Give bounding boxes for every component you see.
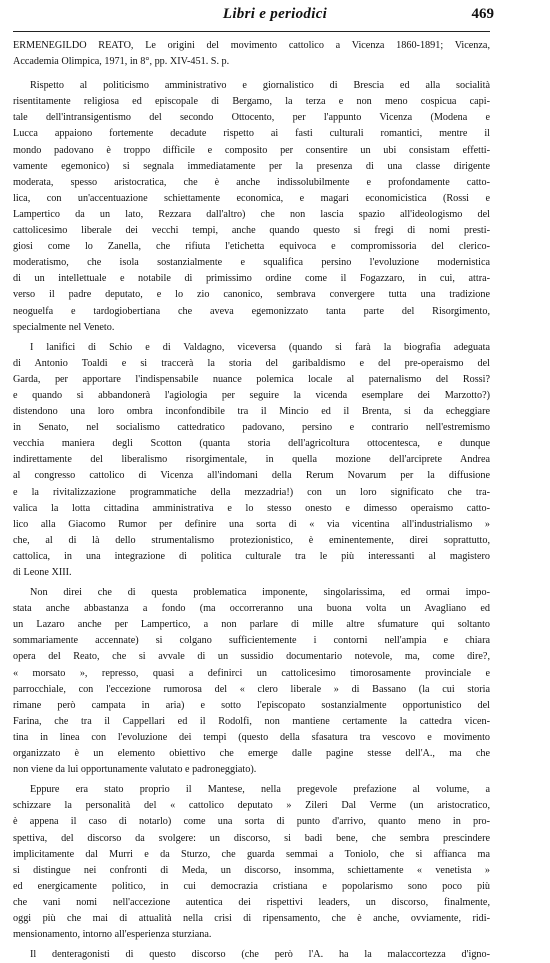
running-header xyxy=(0,6,550,26)
body-text-line: distendono una loro ombra inconfondibile tra il Mincio ed il Brenta, si da echeggiare xyxy=(13,406,490,418)
body-text-line: rimane però campata in aria) e sotto l'episcopato sostanzialmente opportunistico del xyxy=(13,699,490,711)
body-text-line: si distingue nei confronti di Meda, un discorso, insomma, schiettamente « venetista » xyxy=(13,864,490,876)
body-text-line: parrocchiale, con l'eccezione rumorosa del « clero liberale » di Bassano (la cui storia xyxy=(13,683,490,695)
citation-line: Accademia Olimpica, 1971, in 8°, pp. XIV-451. S. p. xyxy=(13,56,230,68)
body-text-line: Non direi che di questa problematica imponente, singolarissima, ed ormai impo- xyxy=(30,587,490,599)
body-text-line: opera del Reato, che si avvale di un sussidio documentario notevole, ma, come dire?, xyxy=(13,651,490,663)
body-text-line: risentitamente religiosa ed episcopale di Bergamo, la terza e non meno cospicua capi- xyxy=(13,96,490,108)
body-text-line: verso il padre deputato, e lo zio canonico, sembrava convergere tutta una tradizione xyxy=(13,289,490,301)
body-text-line: lico alla Giacomo Rumor per definire una sorta di « via vicentina all'industrialismo » xyxy=(13,518,490,530)
citation-line: ERMENEGILDO REATO, Le origini del movimento cattolico a Vicenza 1860-1891; Vicenza, xyxy=(13,40,490,51)
review-body xyxy=(13,38,490,963)
body-text-line: implicitamente dal Murri e da Sturzo, che guarda semmai a Toniolo, che si affianca ma xyxy=(13,848,490,860)
body-text-line: spettiva, del discorso da svolgere: un discorso, si badi bene, che sembra prescindere xyxy=(13,832,490,844)
body-text-line: indirettamente del liberalismo risorgimentale, in quella mozione dell'arciprete Andrea xyxy=(13,454,490,466)
body-text-line: Eppure era stato proprio il Mantese, nella pregevole prefazione al volume, a xyxy=(30,784,490,796)
body-text-line: I lanifici di Schio e di Valdagno, viceversa (quando si farà la biografia adeguata xyxy=(30,341,490,353)
body-text-line: Garda, per apportare l'indispensabile nuance polemica locale al paternalismo del Rossi? xyxy=(13,373,490,385)
body-text-line: al congresso cattolico di Vicenza all'indomani della Rerum Novarum per la diffusione xyxy=(13,470,490,482)
body-text-line: tale dell'intransigentismo del secondo Ottocento, per l'appunto Vicenza (Modena e xyxy=(13,112,490,124)
body-text-line: vamente egemonico) si segnala immediatamente per la presenza di una classe dirigente xyxy=(13,160,490,172)
body-text-line: che vani nomi nell'accezione autentica dei rispettivi leaders, un discorso, finalmente, xyxy=(13,896,490,908)
body-text-line: mondo padovano è troppo difficile e composito per consentire un ubi consistam effetti- xyxy=(13,144,490,156)
body-text-line: non viene da lui opportunamente valutato e padroneggiato). xyxy=(13,764,257,776)
body-text-line: oggi più che mai di attualità nella crisi di ripensamento, che è anche, ovviamente, ridi- xyxy=(13,912,490,924)
body-text-line: « morsato », represso, quasi a definirci un cattolicesimo timorosamente provinciale e xyxy=(13,667,490,679)
body-text-line: valica la lotta cittadina amministrativa e lo stesso onesto e dimesso operaismo catto- xyxy=(13,502,490,514)
body-text-line: mensionamento, intorno all'esperienza sturziana. xyxy=(13,929,212,941)
body-text-line: Il denteragonisti di questo discorso (che però l'A. ha la malaccortezza d'igno- xyxy=(30,949,490,961)
body-text-line: Farina, che tra il Cappellari ed il Rodolfi, non mantiene certamente la cattedra vicen- xyxy=(13,715,490,727)
body-text-line: e quando si abbandonerà l'agiologia per seguire la vicenda esemplare dei Marzotto?) xyxy=(13,389,490,401)
body-text-line: cattolicesimo liberale dei vecchi tempi, anche quando questo si fregi di nomi presti- xyxy=(13,225,490,237)
body-text-line: un Lazaro anche per Lampertico, a non parlare di mille altre sfumature qui soltanto xyxy=(13,619,490,631)
page-number: 469 xyxy=(471,6,494,22)
body-text-line: giosi come lo Zanella, che rifiuta l'etichetta equivoca e compromissoria del clerico- xyxy=(13,241,490,253)
body-text-line: stata anche abbastanza a fondo (ma occorreranno una buona volta un Avagliano ed xyxy=(13,603,490,615)
body-text-line: Lampertico da un lato, Rezzara dall'altro) che non lascia spazio all'ideologismo del xyxy=(13,208,490,220)
body-text-line: tina in linea con l'evoluzione dei tempi (questo della sfasatura tra vescovo e movimento xyxy=(13,731,490,743)
body-text-line: moderata, spesso aristocratica, che è anche indissolubilmente e profondamente catto- xyxy=(13,176,490,188)
body-text-line: di un intellettuale e notabile di primissimo ordine come il Fogazzaro, in cui, attra- xyxy=(13,273,490,285)
body-text-line: neoguelfa e tardogiobertiana che aveva egemonizzato tanta parte del Risorgimento, xyxy=(13,305,490,317)
running-title: Libri e periodici xyxy=(222,6,328,22)
body-text-line: di Antonio Toaldi e si traccerà la storia del garibaldismo e del pre-operaismo del xyxy=(13,357,490,369)
body-text-line: in Senato, nel socialismo cattedratico padovano, persino e contrario nell'estremismo xyxy=(13,422,490,434)
body-text-line: moderatismo, che isola sostanzialmente e squalifica persino l'evoluzione modernistica xyxy=(13,257,490,269)
body-text-line: che, al di là dello strumentalismo protezionistico, è eminentemente, direi soprattutto, xyxy=(13,534,490,546)
body-text-line: specialmente nel Veneto. xyxy=(13,321,115,333)
body-text-line: schizzare la personalità del « cattolico deputato » Zileri Dal Verme (un aristocratico, xyxy=(13,800,490,812)
body-text-line: e la rivitalizzazione programmatiche della mezzadria!) con un loro significato che tra- xyxy=(13,486,490,498)
body-text-line: vecchia maniera degli Scotton (quanta storia dell'agricoltura ottocentesca, e dunque xyxy=(13,438,490,450)
body-text-line: sommariamente accennate) si colgano sufficientemente i contorni nell'ampia e chiara xyxy=(13,635,490,647)
body-text-line: cattolica, in una integrazione di politica culturale tra le più interessanti al magistero xyxy=(13,550,490,562)
body-text-line: Lucca appaiono fortemente decadute rispetto ai fasti culturali romantici, mentre il xyxy=(13,128,490,140)
body-text-line: Rispetto al politicismo amministrativo e giornalistico di Brescia ed alla socialità xyxy=(30,80,490,92)
body-text-line: organizzato è un elemento obiettivo che emerge dalle pagine stesse dell'A., ma che xyxy=(13,748,490,760)
header-divider xyxy=(13,31,490,32)
body-text-line: è appena il caso di notarlo) come una sorta di punto d'arrivo, quanto meno in pro- xyxy=(13,816,490,828)
body-text-line: di Leone XIII. xyxy=(13,567,72,578)
body-text-line: ed energicamente politico, in cui democrazia cristiana e popolarismo sono poco più xyxy=(13,880,490,892)
body-text-line: lica, con un'accentuazione schiettamente economica, e magari economicistica (Rossi e xyxy=(13,192,490,204)
